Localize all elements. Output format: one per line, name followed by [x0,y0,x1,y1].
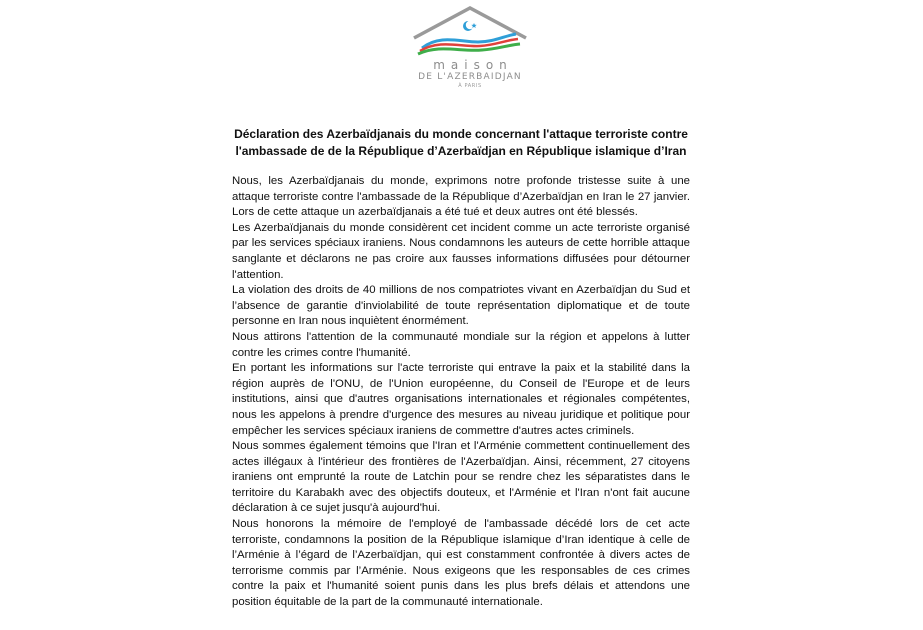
paragraph-2: Les Azerbaïdjanais du monde considèrent cet incident comme un acte terroriste organisé par les services spéciaux iraniens. Nous condamnons les auteurs de cette horrible attaque sanglante et déclarons ne pas croire aux fausses informations diffusées pour détourner l'attention. [232,221,690,281]
paragraph-1: Nous, les Azerbaïdjanais du monde, exprimons notre profonde tristesse suite à une attaque terroriste contre l'ambassade de la République d’Azerbaïdjan en Iran le 27 janvier. Lors de cette attaque un azerbaïdjanais a été tué et deux autres ont été blessés. [232,175,690,219]
paragraph-6: Nous sommes également témoins que l'Iran et l'Arménie commettent continuellement des actes illégaux à l'intérieur des frontières de l'Azerbaïdjan. Ainsi, récemment, 27 citoyens iraniens ont emprunté la route de Latchin pour se rendre chez les séparatistes dans le territoire du Karabakh avec des objectifs douteux, et l'Arménie et l'Iran n'ont fait aucune déclaration à ce sujet jusqu'à aujourd'hui. [232,440,690,515]
house-logo-icon [400,4,540,62]
logo-azerbaidjan-text: DE L'AZERBAIDJAN [418,72,522,82]
logo-maison-text: maison [433,58,513,72]
paragraph-3: La violation des droits de 40 millions de nos compatriotes vivant en Azerbaïdjan du Sud et l’absence de garantie d'inviolabilité de toute représentation diplomatique et de toute personne en Iran nous inquiètent énormément. [232,284,690,328]
document-title: Déclaration des Azerbaïdjanais du monde concernant l'attaque terroriste contre l'ambassade de de la République d’Azerbaïdjan en République islamique d’Iran [234,127,688,158]
maison-azerbaidjan-logo [400,4,540,90]
declaration-body [232,174,690,611]
logo-paris-text: À PARIS [458,83,482,89]
paragraph-7: Nous honorons la mémoire de l'employé de l'ambassade décédé lors de cet acte terroriste, condamnons la position de la République islamique d’Iran identique à celle de l’Arménie à l’égard de l’Azerbaïdjan, qui est constamment confrontée à divers actes de terrorisme commis par l’Arménie. Nous exigeons que les responsables de ces crimes contre la paix et l'humanité soient punis dans les plus brefs délais et attendons une position équitable de la part de la communauté internationale. [232,518,690,609]
paragraph-4: Nous attirons l'attention de la communauté mondiale sur la région et appelons à lutter contre les crimes contre l'humanité. [232,330,690,359]
paragraph-5: En portant les informations sur l'acte terroriste qui entrave la paix et la stabilité dans la région auprès de l'ONU, de l'Union européenne, du Conseil de l'Europe et de leurs institutions, ainsi que d'autres organisations internationales et régionales compétentes, nous les appelons à prendre d'urgence des mesures au niveau juridique et politique pour empêcher les services spéciaux iraniens de commettre d'autres actes criminels. [232,362,690,437]
